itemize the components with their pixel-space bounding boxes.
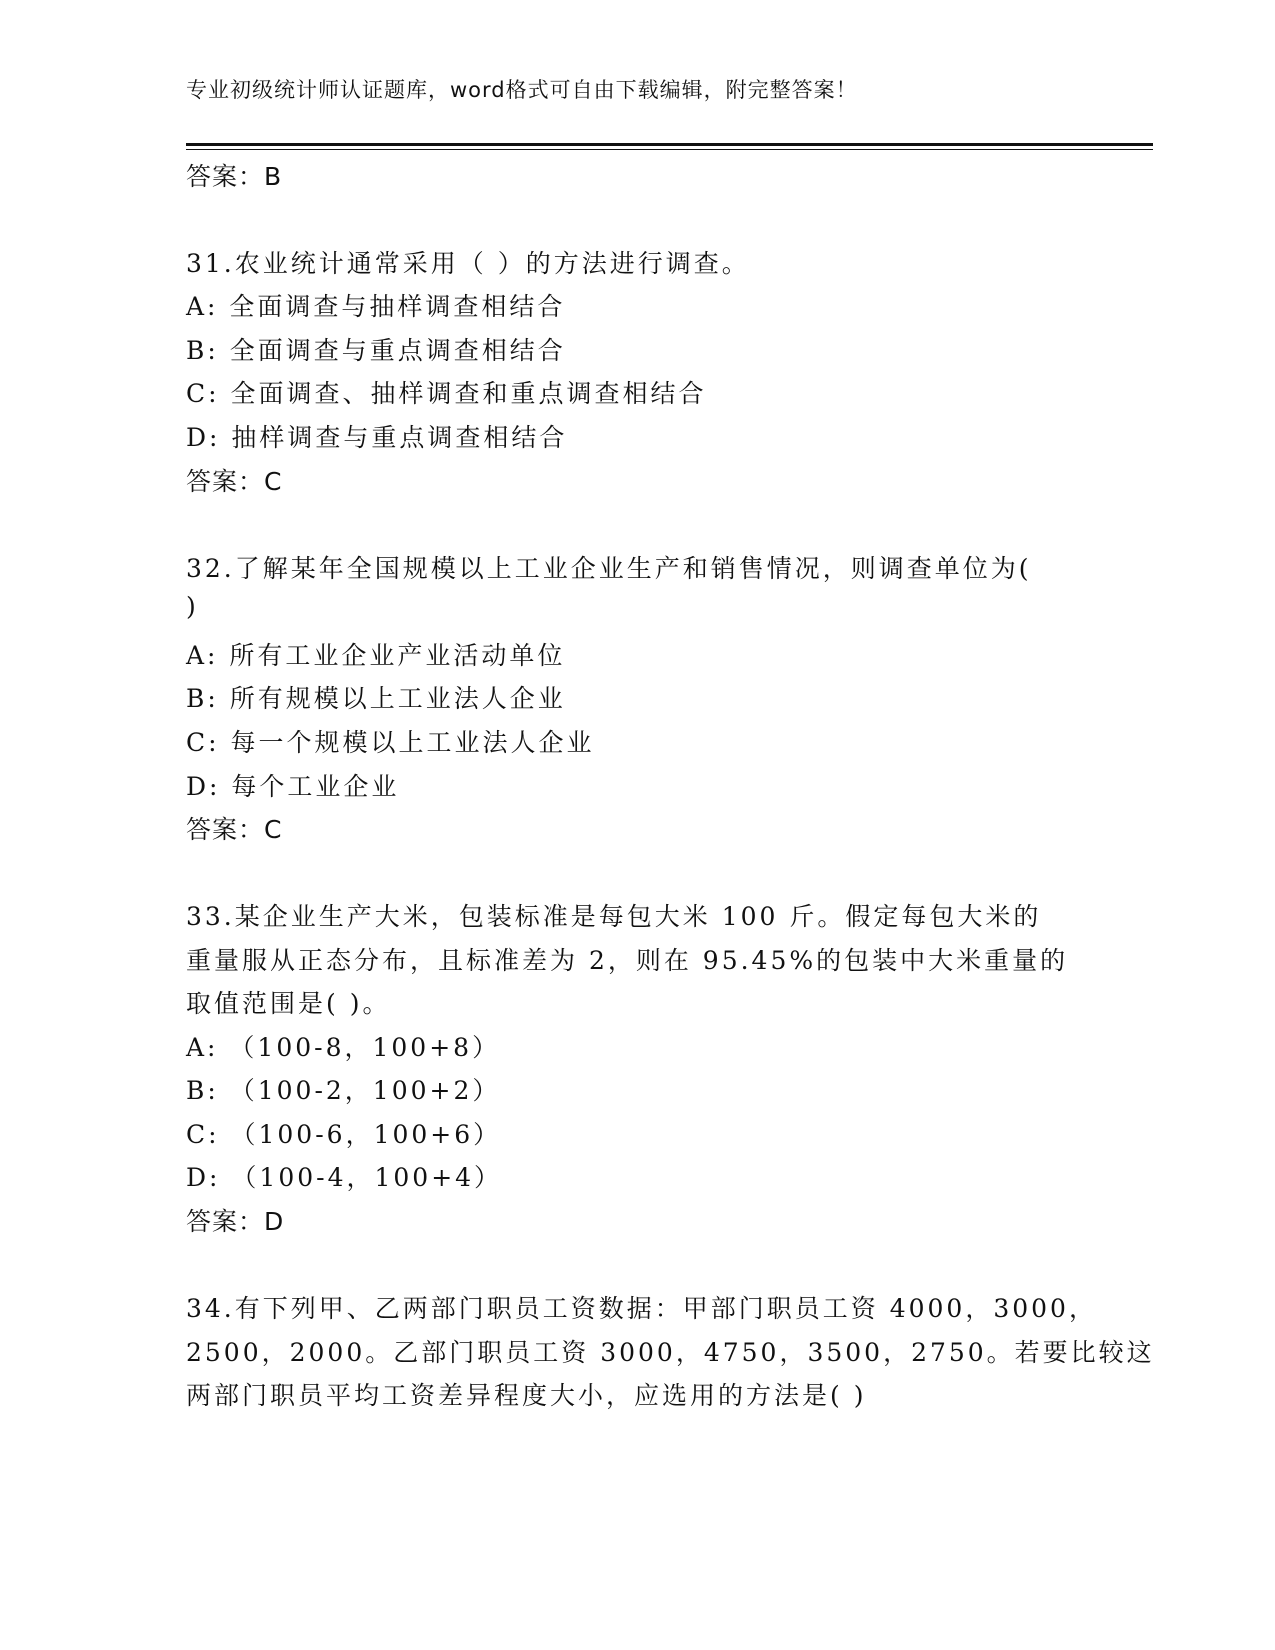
- q33-stem-line-2: 重量服从正态分布，且标准差为 2，则在 95.45%的包装中大米重量的: [186, 946, 1069, 975]
- q33-option-a: A: （100-8，100+8）: [186, 1033, 501, 1062]
- q32-option-d: D: 每个工业企业: [186, 772, 400, 801]
- q33-option-d: D: （100-4，100+4）: [186, 1163, 503, 1192]
- header-rule-thick: [186, 143, 1153, 146]
- header-rule-thin: [186, 149, 1153, 150]
- q31-option-c: C: 全面调查、抽样调查和重点调查相结合: [186, 379, 707, 408]
- q31-answer: 答案：C: [186, 467, 283, 496]
- q32-stem-line-2: ): [186, 592, 199, 621]
- q32-option-a: A: 所有工业企业产业活动单位: [186, 641, 566, 670]
- q33-answer: 答案：D: [186, 1207, 285, 1236]
- q33-stem-line-3: 取值范围是( )。: [186, 989, 391, 1018]
- q31-option-b: B: 全面调查与重点调查相结合: [186, 336, 566, 365]
- q31-option-a: A: 全面调查与抽样调查相结合: [186, 292, 566, 321]
- q33-option-c: C: （100-6，100+6）: [186, 1120, 502, 1149]
- q32-stem-line-1: 32.了解某年全国规模以上工业企业生产和销售情况，则调查单位为(: [186, 554, 1032, 583]
- q32-option-c: C: 每一个规模以上工业法人企业: [186, 728, 595, 757]
- q33-option-b: B: （100-2，100+2）: [186, 1076, 501, 1105]
- q31-option-d: D: 抽样调查与重点调查相结合: [186, 423, 568, 452]
- q31-stem: 31.农业统计通常采用（ ）的方法进行调查。: [186, 249, 750, 278]
- q32-option-b: B: 所有规模以上工业法人企业: [186, 684, 566, 713]
- page-header: 专业初级统计师认证题库，word格式可自由下载编辑，附完整答案！: [186, 78, 858, 102]
- q34-stem-line-1: 34.有下列甲、乙两部门职员工资数据：甲部门职员工资 4000，3000，: [186, 1294, 1097, 1323]
- answer-prev: 答案：B: [186, 162, 283, 191]
- q34-stem-line-2: 2500，2000。乙部门职员工资 3000，4750，3500，2750。若要比较这: [186, 1338, 1155, 1367]
- q32-answer: 答案：C: [186, 815, 283, 844]
- q33-stem-line-1: 33.某企业生产大米，包装标准是每包大米 100 斤。假定每包大米的: [186, 902, 1042, 931]
- q34-stem-line-3: 两部门职员平均工资差异程度大小，应选用的方法是( ): [186, 1381, 867, 1410]
